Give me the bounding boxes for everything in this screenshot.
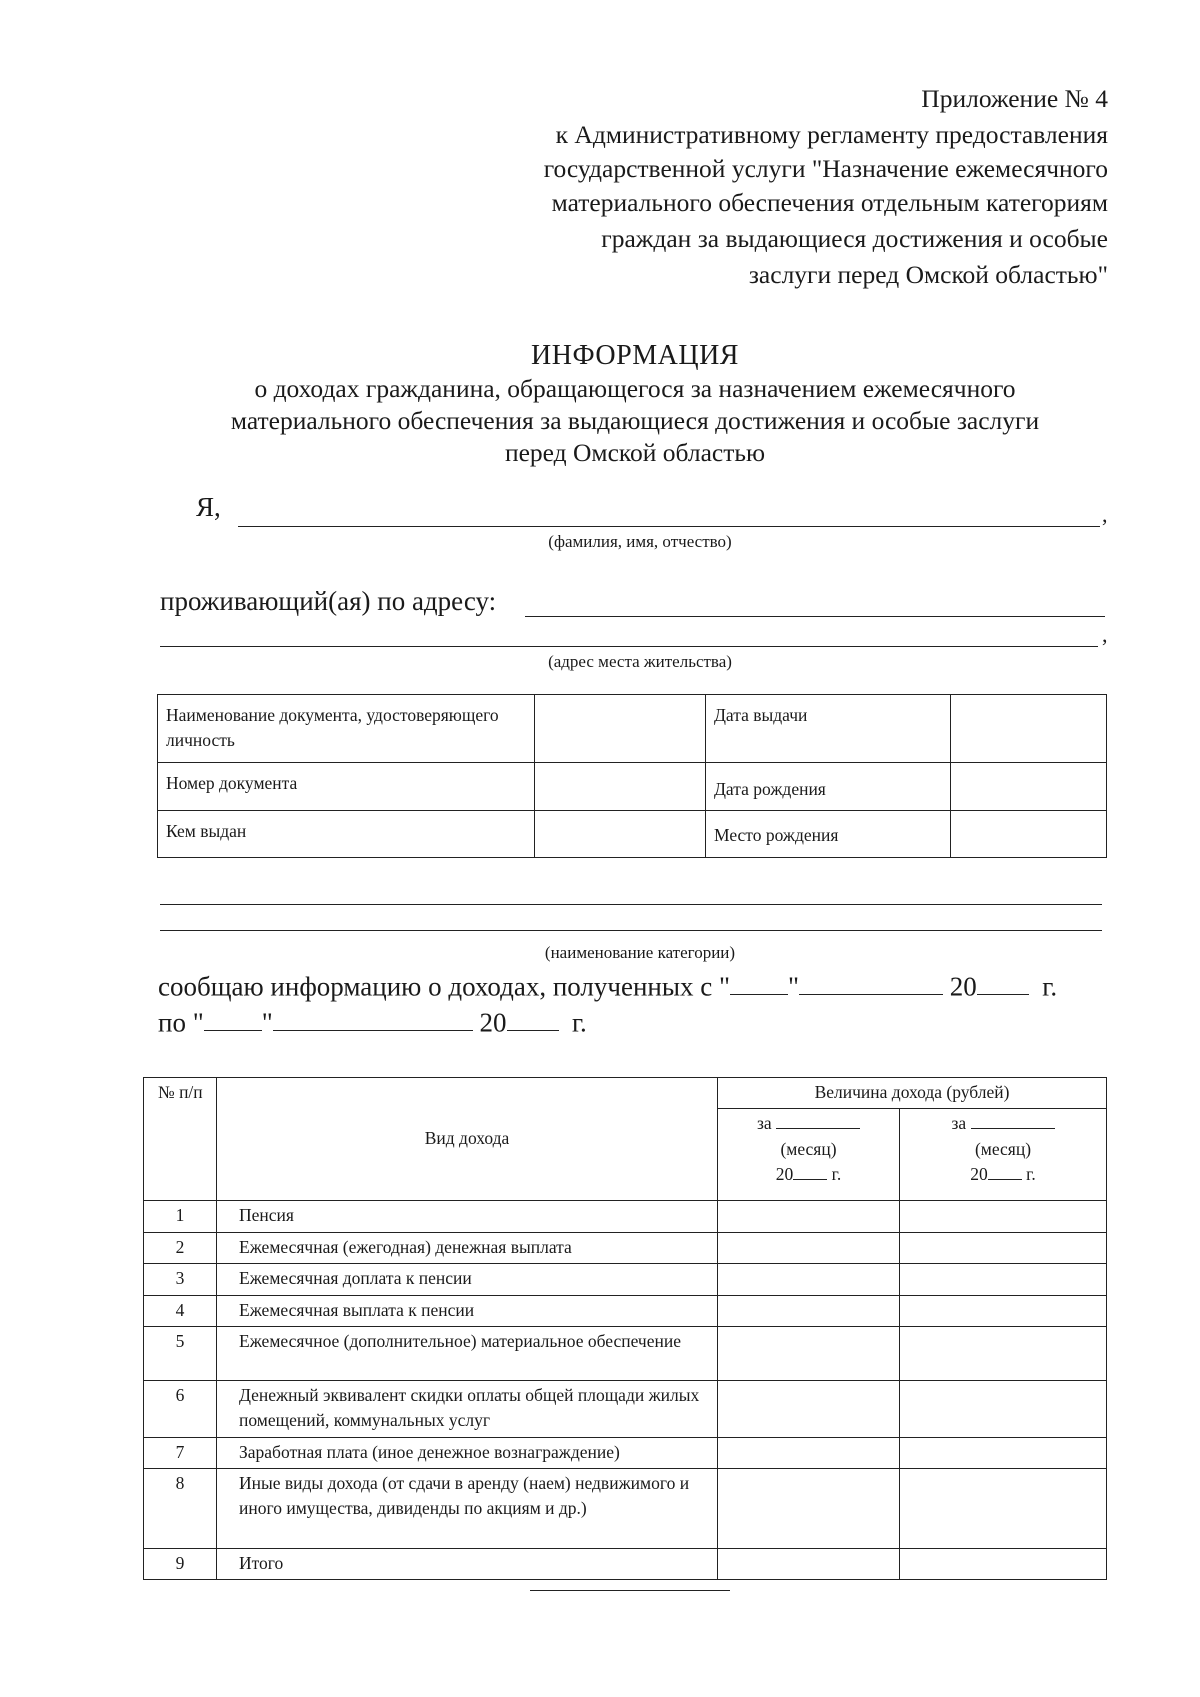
issue-date-label: Дата выдачи	[706, 695, 951, 763]
address-hint: (адрес места жительства)	[548, 652, 732, 671]
fio-field[interactable]	[238, 526, 1100, 527]
row-amount-1[interactable]	[718, 1201, 900, 1232]
row-amount-1[interactable]	[718, 1549, 900, 1580]
regulation-ref-line3: материального обеспечения отдельным категориям	[551, 188, 1108, 217]
period-2-20: 20	[970, 1164, 988, 1185]
fio-hint: (фамилия, имя, отчество)	[548, 532, 732, 551]
row-amount-2[interactable]	[900, 1437, 1107, 1468]
row-amount-1[interactable]	[718, 1380, 900, 1437]
i-label: Я,	[196, 492, 221, 522]
period-2-year-field[interactable]	[988, 1163, 1022, 1180]
address-comma: ,	[1102, 622, 1108, 647]
period-2-month-hint: (месяц)	[974, 1138, 1032, 1159]
row-amount-1[interactable]	[718, 1264, 900, 1295]
row-amount-2[interactable]	[900, 1295, 1107, 1326]
row-number: 3	[144, 1264, 217, 1295]
address-field-2[interactable]	[160, 646, 1098, 647]
report-period-line1	[158, 970, 1057, 1002]
period-1-month-hint: (месяц)	[780, 1138, 837, 1159]
regulation-ref-line1: к Административному регламенту предоставления	[555, 120, 1108, 149]
doc-number-label: Номер документа	[158, 763, 535, 811]
row-kind: Денежный эквивалент скидки оплаты общей площади жилых помещений, коммунальных услуг	[217, 1380, 718, 1437]
row-amount-2[interactable]	[900, 1549, 1107, 1580]
table-row	[144, 1295, 1107, 1326]
table-row	[144, 1380, 1107, 1437]
regulation-ref-line4: граждан за выдающиеся достижения и особые	[601, 224, 1108, 253]
row-amount-2[interactable]	[900, 1264, 1107, 1295]
regulation-ref-line5: заслуги перед Омской областью"	[748, 260, 1108, 289]
period-1-year-field[interactable]	[793, 1163, 827, 1180]
table-row	[144, 1469, 1107, 1549]
row-kind: Иные виды дохода (от сдачи в аренду (наем) недвижимого и иного имущества, дивиденды по акциям и др.)	[217, 1469, 718, 1549]
row-number: 7	[144, 1437, 217, 1468]
issue-date-value[interactable]	[951, 695, 1107, 763]
table-row	[144, 1549, 1107, 1580]
period-2-month-field[interactable]	[971, 1113, 1055, 1130]
col-number-header: № п/п	[144, 1078, 217, 1201]
table-row	[144, 1264, 1107, 1295]
row-number: 1	[144, 1201, 217, 1232]
row-amount-1[interactable]	[718, 1437, 900, 1468]
period-2-za: за	[951, 1113, 967, 1134]
document-subtitle-line3: перед Омской областью	[504, 438, 766, 467]
to-text: по "	[158, 1007, 204, 1038]
birth-date-label: Дата рождения	[706, 763, 951, 811]
table-row	[144, 1437, 1107, 1468]
period-2-header	[900, 1109, 1107, 1201]
category-hint: (наименование категории)	[544, 943, 736, 962]
end-separator	[530, 1590, 730, 1591]
row-number: 6	[144, 1380, 217, 1437]
row-amount-1[interactable]	[718, 1295, 900, 1326]
row-amount-2[interactable]	[900, 1232, 1107, 1263]
row-number: 4	[144, 1295, 217, 1326]
birth-date-value[interactable]	[951, 763, 1107, 811]
category-field-1[interactable]	[160, 904, 1102, 905]
birth-place-value[interactable]	[951, 811, 1107, 857]
from-year-field[interactable]	[977, 970, 1029, 995]
document-subtitle-line1: о доходах гражданина, обращающегося за назначением ежемесячного	[254, 374, 1016, 403]
address-field-1[interactable]	[525, 616, 1105, 617]
row-kind: Ежемесячная (ежегодная) денежная выплата	[217, 1232, 718, 1263]
to-year-field[interactable]	[507, 1006, 559, 1031]
birth-place-label: Место рождения	[706, 811, 951, 857]
quote-close: "	[788, 971, 800, 1002]
row-amount-2[interactable]	[900, 1469, 1107, 1549]
row-number: 2	[144, 1232, 217, 1263]
row-amount-2[interactable]	[900, 1326, 1107, 1380]
period-1-year: г.	[831, 1164, 842, 1185]
col-amount-header: Величина дохода (рублей)	[718, 1078, 1107, 1109]
row-number: 5	[144, 1326, 217, 1380]
identity-table	[157, 694, 1107, 858]
period-2-year: г.	[1026, 1164, 1036, 1185]
row-amount-1[interactable]	[718, 1469, 900, 1549]
row-amount-1[interactable]	[718, 1232, 900, 1263]
from-year-suffix: г.	[1042, 971, 1058, 1002]
row-kind: Пенсия	[217, 1201, 718, 1232]
row-amount-2[interactable]	[900, 1201, 1107, 1232]
doc-name-label: Наименование документа, удостоверяющего личность	[158, 695, 535, 763]
row-number: 9	[144, 1549, 217, 1580]
row-kind: Ежемесячная доплата к пенсии	[217, 1264, 718, 1295]
issued-by-value[interactable]	[535, 811, 706, 857]
row-amount-1[interactable]	[718, 1326, 900, 1380]
table-row	[144, 1201, 1107, 1232]
table-row	[144, 1326, 1107, 1380]
row-amount-2[interactable]	[900, 1380, 1107, 1437]
issued-by-label: Кем выдан	[158, 811, 535, 857]
doc-number-value[interactable]	[535, 763, 706, 811]
regulation-ref-line2: государственной услуги "Назначение ежемесячного	[543, 154, 1108, 183]
period-1-header	[718, 1109, 900, 1201]
report-period-line2	[158, 1006, 587, 1038]
document-title: ИНФОРМАЦИЯ	[531, 340, 739, 371]
quote-close-2: "	[261, 1007, 273, 1038]
document-subtitle-line2: материального обеспечения за выдающиеся достижения и особые заслуги	[230, 406, 1040, 435]
category-field-2[interactable]	[160, 930, 1102, 931]
period-1-za: за	[756, 1113, 772, 1134]
row-kind: Ежемесячная выплата к пенсии	[217, 1295, 718, 1326]
period-1-month-field[interactable]	[776, 1113, 860, 1130]
from-year-prefix: 20	[949, 971, 977, 1002]
col-kind-header: Вид дохода	[217, 1078, 718, 1201]
report-text: сообщаю информацию о доходах, полученных с "	[158, 971, 731, 1002]
appendix-number: Приложение № 4	[921, 84, 1108, 113]
from-month-field[interactable]	[799, 970, 943, 995]
row-kind: Итого	[217, 1549, 718, 1580]
from-day-field[interactable]	[730, 970, 788, 995]
address-label: проживающий(ая) по адресу:	[160, 586, 497, 616]
fio-comma: ,	[1102, 502, 1108, 527]
row-kind: Заработная плата (иное денежное вознаграждение)	[217, 1437, 718, 1468]
to-day-field[interactable]	[204, 1006, 262, 1031]
to-year-prefix: 20	[479, 1007, 507, 1038]
row-number: 8	[144, 1469, 217, 1549]
to-year-suffix: г.	[572, 1007, 587, 1038]
doc-name-value[interactable]	[535, 695, 706, 763]
income-table	[143, 1077, 1107, 1580]
period-1-20: 20	[775, 1164, 794, 1185]
to-month-field[interactable]	[273, 1006, 473, 1031]
row-kind: Ежемесячное (дополнительное) материальное обеспечение	[217, 1326, 718, 1380]
table-row	[144, 1232, 1107, 1263]
